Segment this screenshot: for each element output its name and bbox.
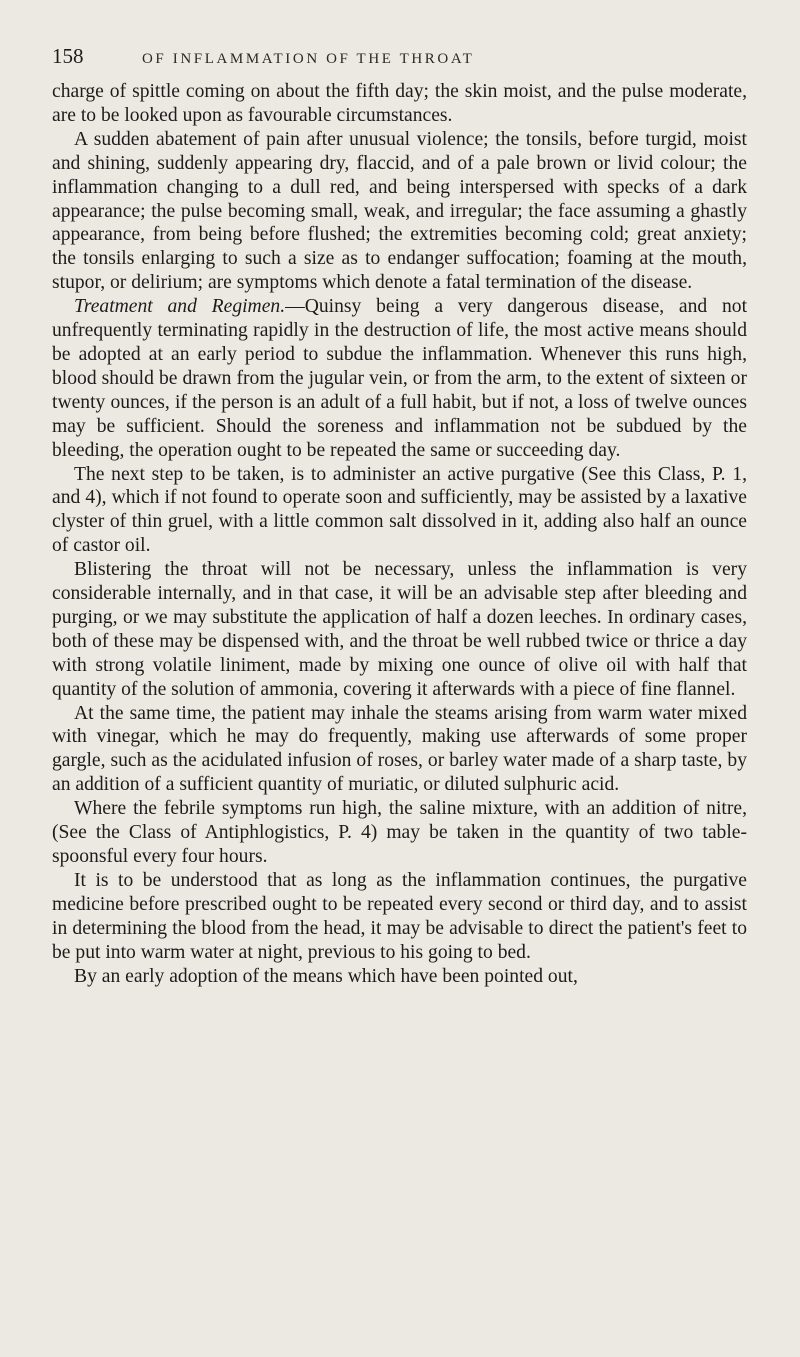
paragraph (52, 128, 747, 295)
paragraph (52, 702, 747, 798)
paragraph-text: A sudden abatement of pain after unusual violence; the tonsils, before turgid, moist and shining, suddenly appearing dry, flaccid, and of a pale brown or livid colour; the inflammation changing to a dull red, and being interspersed with specks of a dark appearance; the pulse becoming small, weak, and irregular; the face assuming a ghastly appearance, from being before flushed; the extremities becoming cold; great anxiety; the tonsils enlarging to such a size as to endanger suffocation; foaming at the mouth, stupor, or delirium; are symptoms which denote a fatal termination of the disease. (52, 128, 747, 294)
paragraph-text: The next step to be taken, is to administer an active purgative (See this Class, P. 1, and 4), which if not found to operate soon and sufficiently, may be assisted by a laxative clyster of thin gruel, with a little common salt dissolved in it, adding also half an ounce of castor oil. (52, 463, 747, 557)
paragraph-text: By an early adoption of the means which have been pointed out, (74, 965, 578, 987)
paragraph-text: Where the febrile symptoms run high, the saline mixture, with an addition of nitre, (See the Class of Antiphlogistics, P. 4) may be taken in the quantity of two table-spoonsful every four hours. (52, 798, 747, 867)
paragraph-text: Blistering the throat will not be necessary, unless the inflammation is very considerable internally, and in that case, it will be an advisable step after bleeding and purging, or we may substitute the application of half a dozen leeches. In ordinary cases, both of these may be dispensed with, and the throat be well rubbed twice or thrice a day with strong volatile liniment, made by mixing one ounce of olive oil with half that quantity of the solution of ammonia, covering it afterwards with a piece of fine flannel. (52, 559, 747, 700)
paragraph (52, 80, 747, 128)
page-number: 158 (52, 44, 84, 68)
paragraph-text: At the same time, the patient may inhale the steams arising from warm water mixed with vinegar, which he may do frequently, making use afterwards of some proper gargle, such as the acidulated infusion of roses, or barley water made of a sharp taste, by an addition of a sufficient quantity of muriatic, or diluted sulphuric acid. (52, 702, 747, 796)
paragraph (52, 869, 747, 965)
paragraph (52, 965, 747, 989)
paragraph-text: —Quinsy being a very dangerous disease, and not unfrequently terminating rapidly in the destruction of life, the most active means should be adopted at an early period to subdue the inflammation. Whenever this runs high, blood should be drawn from the jugular vein, or from the arm, to the extent of sixteen or twenty ounces, if the person is an adult of a full habit, but if not, a loss of twelve ounces may be sufficient. Should the soreness and inflammation not be subdued by the bleeding, the operation ought to be repeated the same or succeeding day. (52, 296, 748, 461)
running-head: OF INFLAMMATION OF THE THROAT (142, 51, 475, 67)
paragraph-text: It is to be understood that as long as the inflammation continues, the purgative medicine before prescribed ought to be repeated every second or third day, and to assist in determining the blood from the head, it may be advisable to direct the patient's feet to be put into warm water at night, previous to his going to bed. (52, 869, 747, 963)
paragraph (52, 797, 747, 869)
section-heading: Treatment and Regimen. (74, 296, 286, 318)
paragraph (52, 463, 747, 559)
paragraph-text: charge of spittle coming on about the fifth day; the skin moist, and the pulse moderate, are to be looked upon as favourable circumstances. (52, 81, 747, 126)
page-header (52, 44, 752, 80)
paragraph (52, 558, 747, 701)
paragraph (52, 295, 747, 462)
body-text (52, 80, 747, 988)
